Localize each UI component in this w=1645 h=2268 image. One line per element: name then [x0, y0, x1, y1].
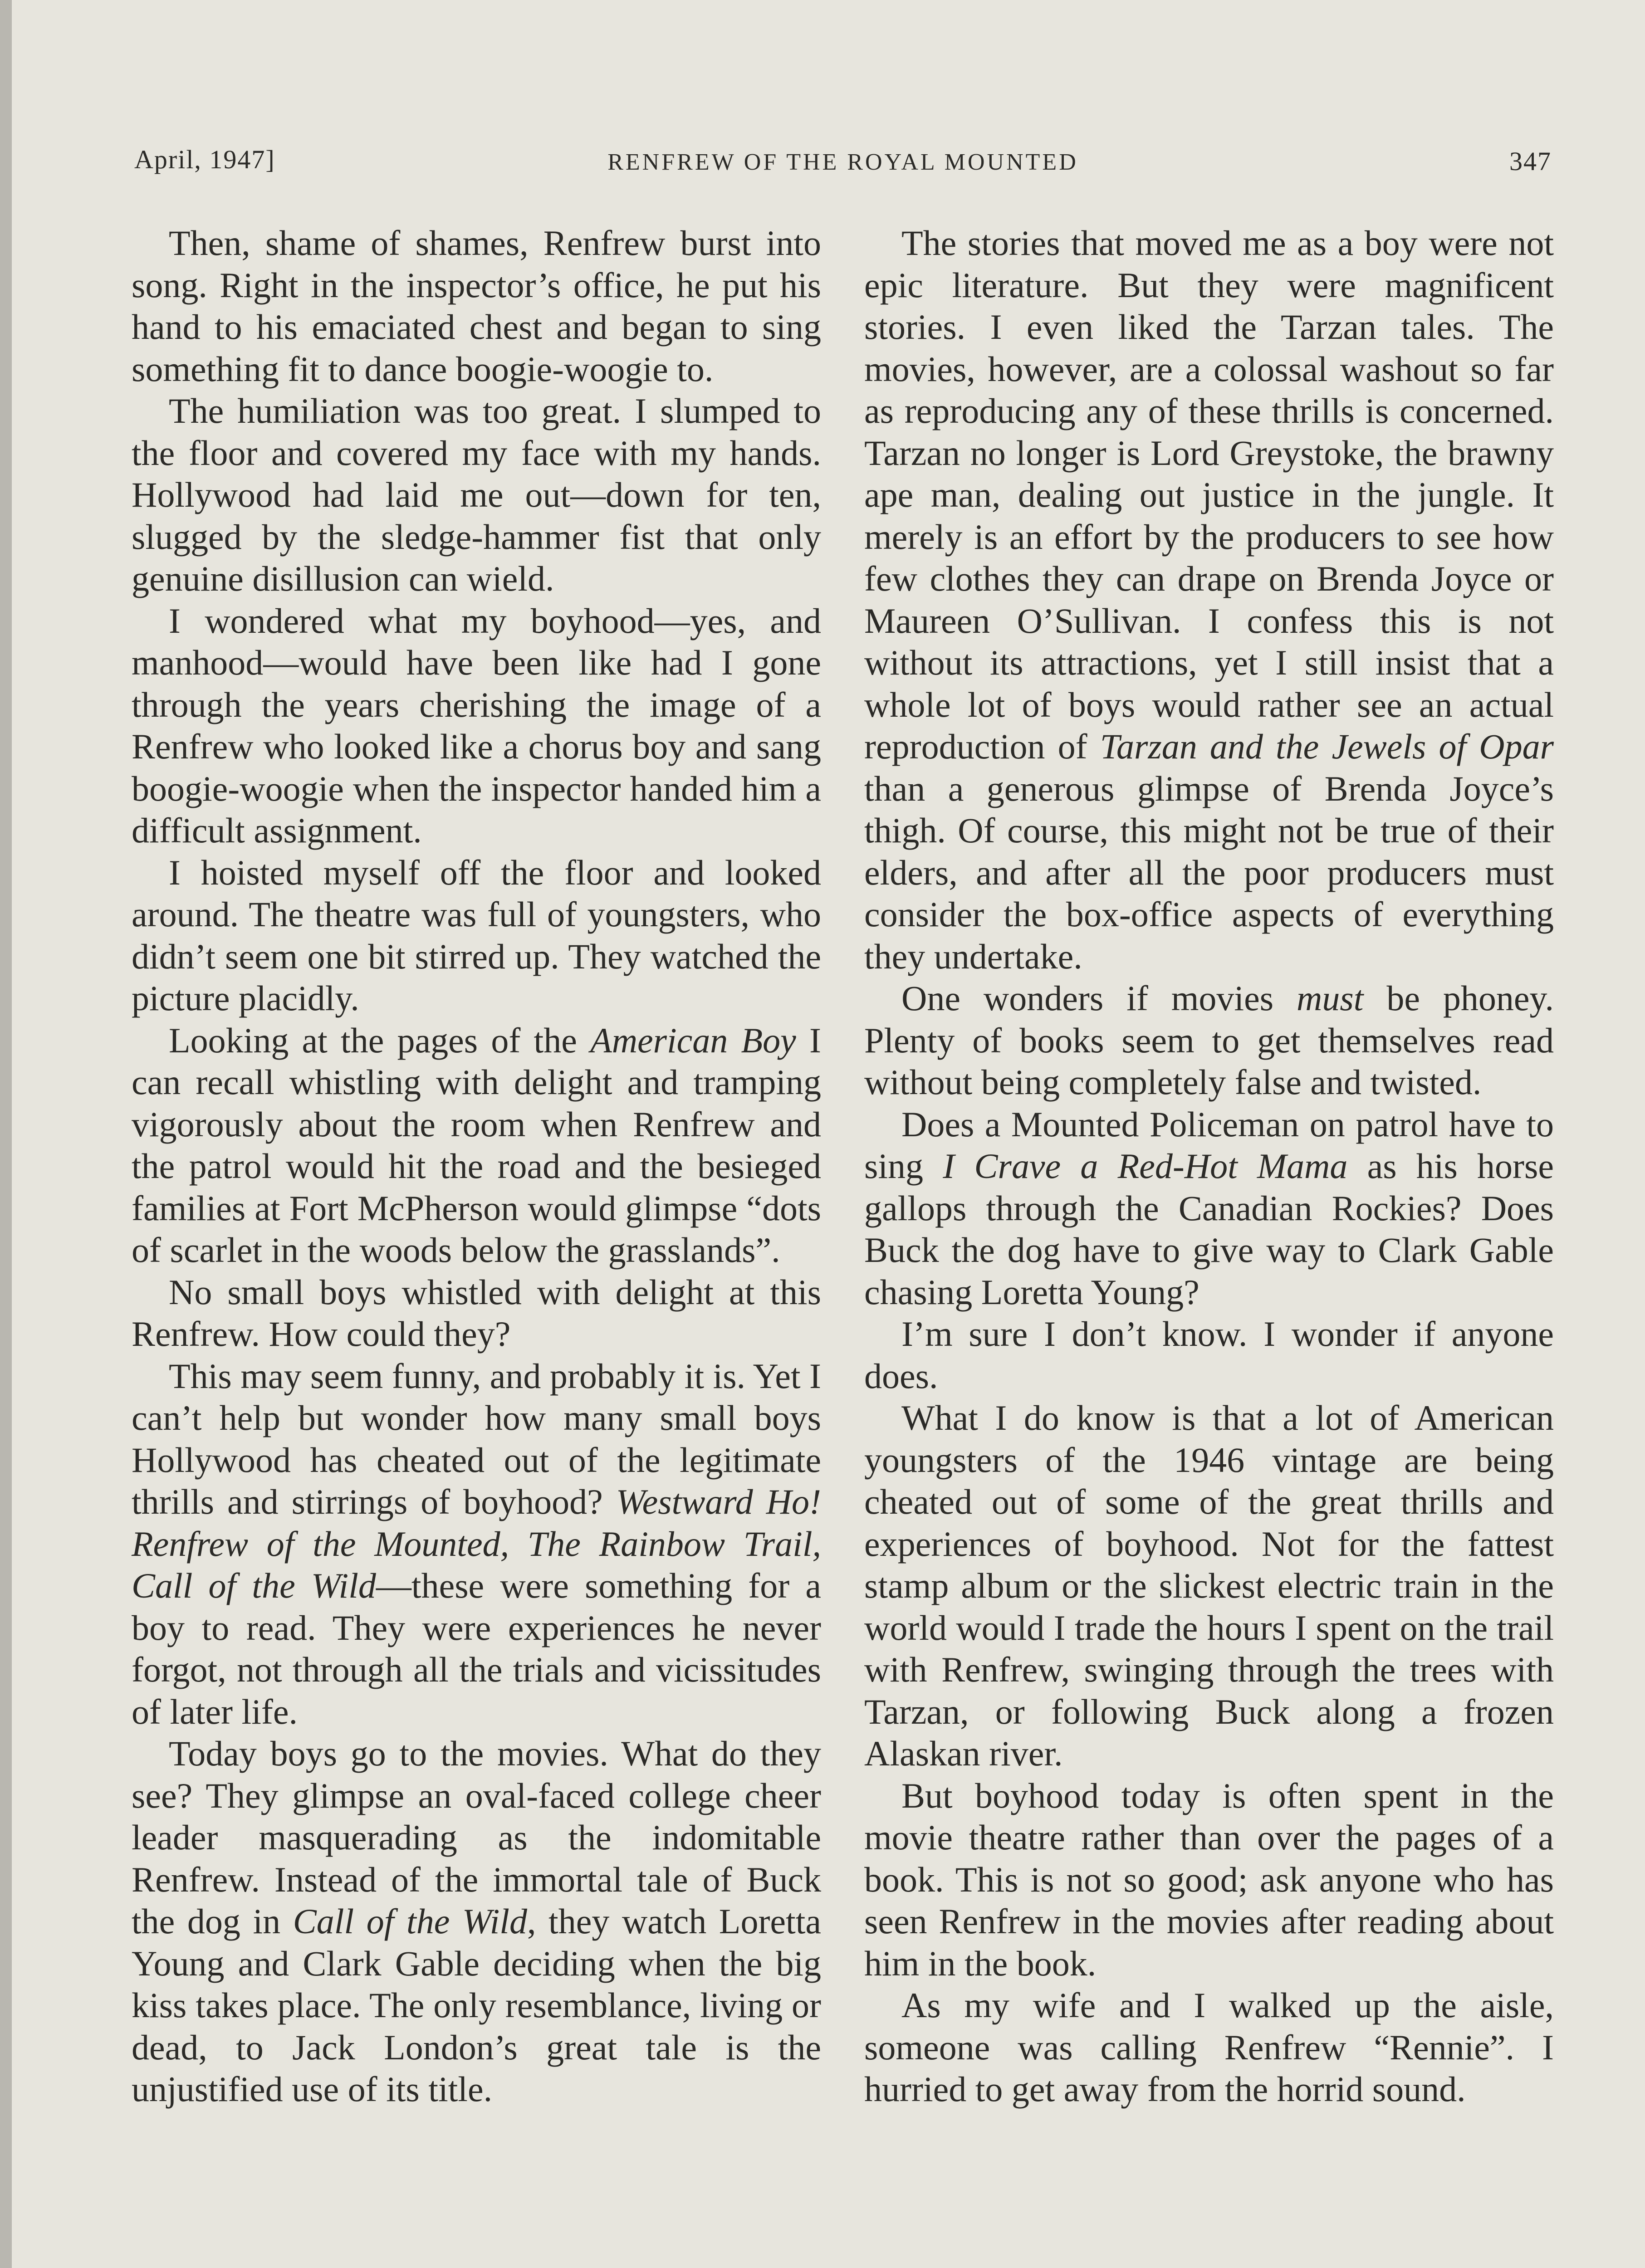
paragraph	[132, 1355, 821, 1733]
text-run: I hoisted myself off the floor and looked around. The theatre was full of youngsters, who didn’t seem one bit stirred up. They watched the picture placidly.	[132, 852, 821, 1018]
paragraph	[132, 1020, 821, 1271]
text-run: , they watch Loretta Young and Clark Gable deciding when the big kiss takes place. The only resemblance, living or dead, to Jack London’s great tale is the unjustified use of its title.	[132, 1901, 822, 2109]
page-number: 347	[1509, 147, 1552, 176]
text-run: —these were something for a boy to read. They were experiences he never forgot, not through all the trials and vicissitudes of later life.	[132, 1566, 822, 1731]
text-run: One wonders if movies	[901, 978, 1297, 1018]
text-run: Looking at the pages of the	[169, 1020, 591, 1060]
italic-title: Westward Ho! Renfrew of the Mounted, The Rainbow Trail, Call of the Wild	[132, 1482, 822, 1605]
text-run: Does a Mounted Policeman on patrol have to sing	[864, 1104, 1554, 1186]
text-run: I wondered what my boyhood—yes, and manhood—would have been like had I gone through the years cherishing the image of a Renfrew who looked like a chorus boy and sang boogie-woogie when the inspector handed him a difficult assignment.	[132, 601, 821, 850]
text-run: Then, shame of shames, Renfrew burst into song. Right in the inspector’s office, he put his hand to his emaciated chest and began to sing something fit to dance boogie-woogie to.	[132, 223, 821, 389]
page-scan-edge	[0, 0, 12, 2268]
italic-title: American Boy	[590, 1020, 796, 1060]
page-header	[134, 144, 1552, 185]
text-run: No small boys whistled with delight at this Renfrew. How could they?	[132, 1272, 821, 1354]
paragraph	[132, 1271, 821, 1355]
paragraph	[864, 222, 1554, 978]
italic-title: must	[1297, 978, 1364, 1018]
paragraph	[864, 978, 1554, 1104]
text-run: Today boys go to the movies. What do they see? They glimpse an oval-faced college cheer leader masquerading as the indomitable Renfrew. Instead of the immortal tale of Buck the dog in	[132, 1734, 821, 1941]
paragraph	[132, 852, 821, 1020]
paragraph	[132, 222, 821, 390]
paragraph	[864, 1313, 1554, 1397]
text-run: I can recall whistling with delight and tramping vigorously about the room when Renfrew and the patrol would hit the road and the besieged families at Fort McPherson would glimpse “dots of scarlet in the woods below the grasslands”.	[132, 1020, 821, 1270]
paragraph	[864, 1775, 1554, 1985]
italic-title: Tarzan and the Jewels of Opar	[1100, 727, 1554, 766]
paragraph	[132, 600, 821, 852]
text-run: But boyhood today is often spent in the movie theatre rather than over the pages of a book. This is not so good; ask anyone who has seen Renfrew in the movies after reading about him in the book.	[864, 1775, 1554, 1983]
text-run: I’m sure I don’t know. I wonder if anyone does.	[864, 1314, 1554, 1396]
paragraph	[132, 390, 821, 600]
paragraph	[864, 1397, 1554, 1775]
italic-title: I Crave a Red-Hot Mama	[943, 1146, 1348, 1186]
italic-title: Call of the Wild	[293, 1901, 527, 1941]
text-run: As my wife and I walked up the aisle, someone was calling Renfrew “Rennie”. I hurried to get away from the horrid sound.	[864, 1985, 1554, 2109]
right-column	[864, 222, 1554, 2111]
text-run: The stories that moved me as a boy were not epic literature. But they were magnificent stories. I even liked the Tarzan tales. The movies, however, are a colossal washout so far as reproducing any of these thrills is concerned. Tarzan no longer is Lord Greystoke, the brawny ape man, dealing out justice in the jungle. It merely is an effort by the producers to see how few clothes they can drape on Brenda Joyce or Maureen O’Sullivan. I confess this is not without its attractions, yet I still insist that a whole lot of boys would rather see an actual reproduction of	[864, 223, 1554, 766]
left-column	[132, 222, 821, 2111]
paragraph	[864, 1104, 1554, 1314]
issue-date: April, 1947]	[134, 145, 275, 174]
paragraph	[864, 1984, 1554, 2111]
text-run: What I do know is that a lot of American youngsters of the 1946 vintage are being cheated out of some of the great thrills and experiences of boyhood. Not for the fattest stamp album or the slickest electric train in the world would I trade the hours I spent on the trail with Renfrew, swinging through the trees with Tarzan, or following Buck along a frozen Alaskan river.	[864, 1398, 1554, 1773]
text-run: than a generous glimpse of Brenda Joyce’s thigh. Of course, this might not be true of their elders, and after all the poor producers must consider the box-office aspects of everything they undertake.	[864, 768, 1554, 976]
text-run: This may seem funny, and probably it is. Yet I can’t help but wonder how many small boys Hollywood has cheated out of the legitimate thrills and stirrings of boyhood?	[132, 1356, 821, 1521]
text-run: as his horse gallops through the Canadian Rockies? Does Buck the dog have to give way to Clark Gable chasing Loretta Young?	[864, 1146, 1554, 1312]
paragraph	[132, 1733, 821, 2111]
running-title: RENFREW OF THE ROYAL MOUNTED	[607, 149, 1078, 175]
text-run: be phoney. Plenty of books seem to get themselves read without being completely false and twisted.	[864, 978, 1554, 1102]
text-run: The humiliation was too great. I slumped to the floor and covered my face with my hands. Hollywood had laid me out—down for ten, slugged by the sledge-hammer fist that only genuine disillusion can wield.	[132, 391, 821, 598]
